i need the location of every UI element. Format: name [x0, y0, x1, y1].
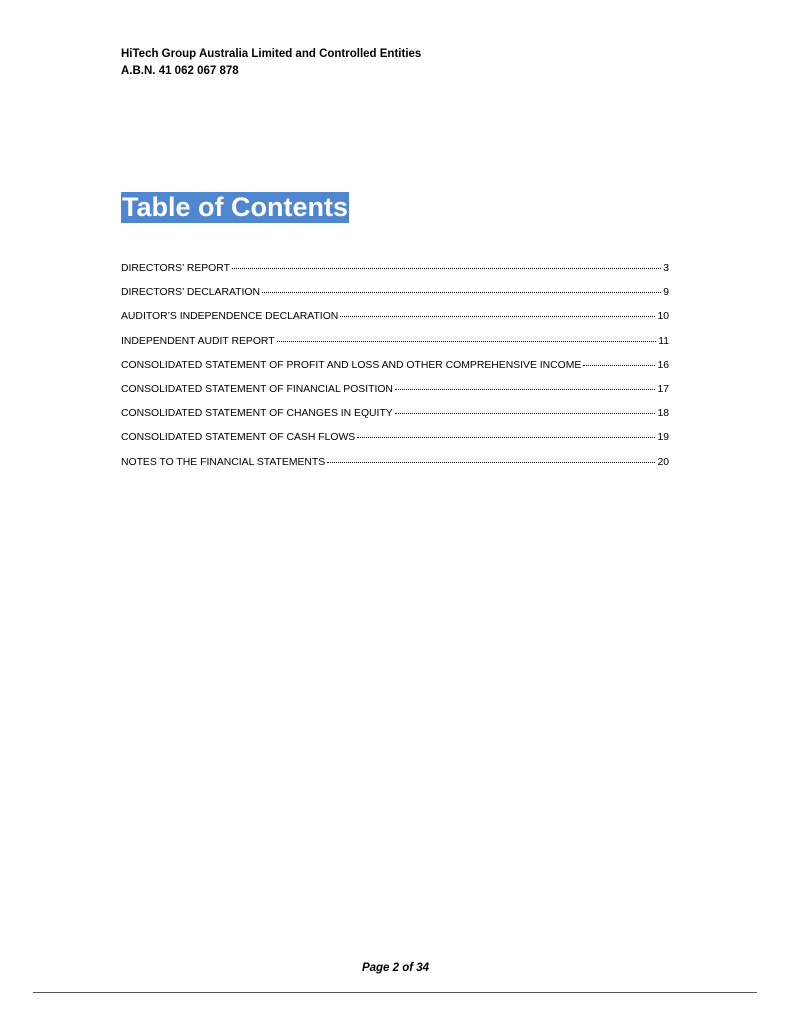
toc-entry-label: CONSOLIDATED STATEMENT OF CASH FLOWS	[121, 432, 356, 444]
toc-entry-page: 3	[663, 263, 669, 274]
toc-entry-label: CONSOLIDATED STATEMENT OF PROFIT AND LOSS AND OTHER COMPREHENSIVE INCOME	[121, 359, 582, 371]
toc-entry-profit-and-loss[interactable]	[121, 360, 669, 384]
toc-entry-label: INDEPENDENT AUDIT REPORT	[121, 335, 275, 347]
toc-entry-changes-in-equity[interactable]	[121, 408, 669, 432]
toc-dot-leader	[277, 341, 657, 342]
toc-entry-notes[interactable]	[121, 457, 669, 481]
toc-entry-label: CONSOLIDATED STATEMENT OF CHANGES IN EQUITY	[121, 408, 393, 420]
document-header	[121, 46, 421, 80]
toc-entry-directors-declaration[interactable]	[121, 287, 669, 311]
toc-entry-label: DIRECTORS’ REPORT	[121, 263, 230, 274]
toc-entry-auditors-independence-declaration[interactable]	[121, 311, 669, 335]
toc-entry-directors-report[interactable]	[121, 263, 669, 287]
toc-entry-label: NOTES TO THE FINANCIAL STATEMENTS	[121, 456, 326, 468]
toc-dot-leader	[327, 462, 655, 463]
toc-entry-page: 18	[657, 408, 669, 420]
toc-entry-page: 11	[658, 335, 669, 347]
toc-dot-leader	[340, 316, 655, 317]
toc-entry-page: 10	[657, 311, 669, 323]
toc-entry-page: 16	[657, 359, 669, 371]
toc-entry-page: 20	[657, 456, 669, 468]
toc-entry-label: AUDITOR’S INDEPENDENCE DECLARATION	[121, 311, 339, 323]
page-number: Page 2 of 34	[361, 962, 430, 974]
toc-entry-label: CONSOLIDATED STATEMENT OF FINANCIAL POSITION	[121, 383, 393, 395]
footer-divider	[33, 992, 757, 993]
toc-entry-label: DIRECTORS’ DECLARATION	[121, 287, 260, 299]
toc-entry-page: 9	[663, 287, 669, 299]
toc-entry-page: 19	[657, 432, 669, 444]
toc-entry-cash-flows[interactable]	[121, 432, 669, 456]
toc-dot-leader	[232, 268, 661, 269]
toc-dot-leader	[395, 413, 656, 414]
toc-dot-leader	[262, 292, 661, 293]
toc-list	[121, 263, 669, 481]
toc-dot-leader	[395, 389, 656, 390]
toc-entry-financial-position[interactable]	[121, 384, 669, 408]
toc-dot-leader	[357, 437, 655, 438]
toc-entry-independent-audit-report[interactable]	[121, 336, 669, 360]
company-name: HiTech Group Australia Limited and Controlled Entities	[121, 48, 422, 60]
toc-entry-page: 17	[657, 383, 669, 395]
toc-title: Table of Contents	[122, 192, 348, 222]
toc-dot-leader	[583, 365, 655, 366]
abn-number: A.B.N. 41 062 067 878	[121, 65, 239, 77]
